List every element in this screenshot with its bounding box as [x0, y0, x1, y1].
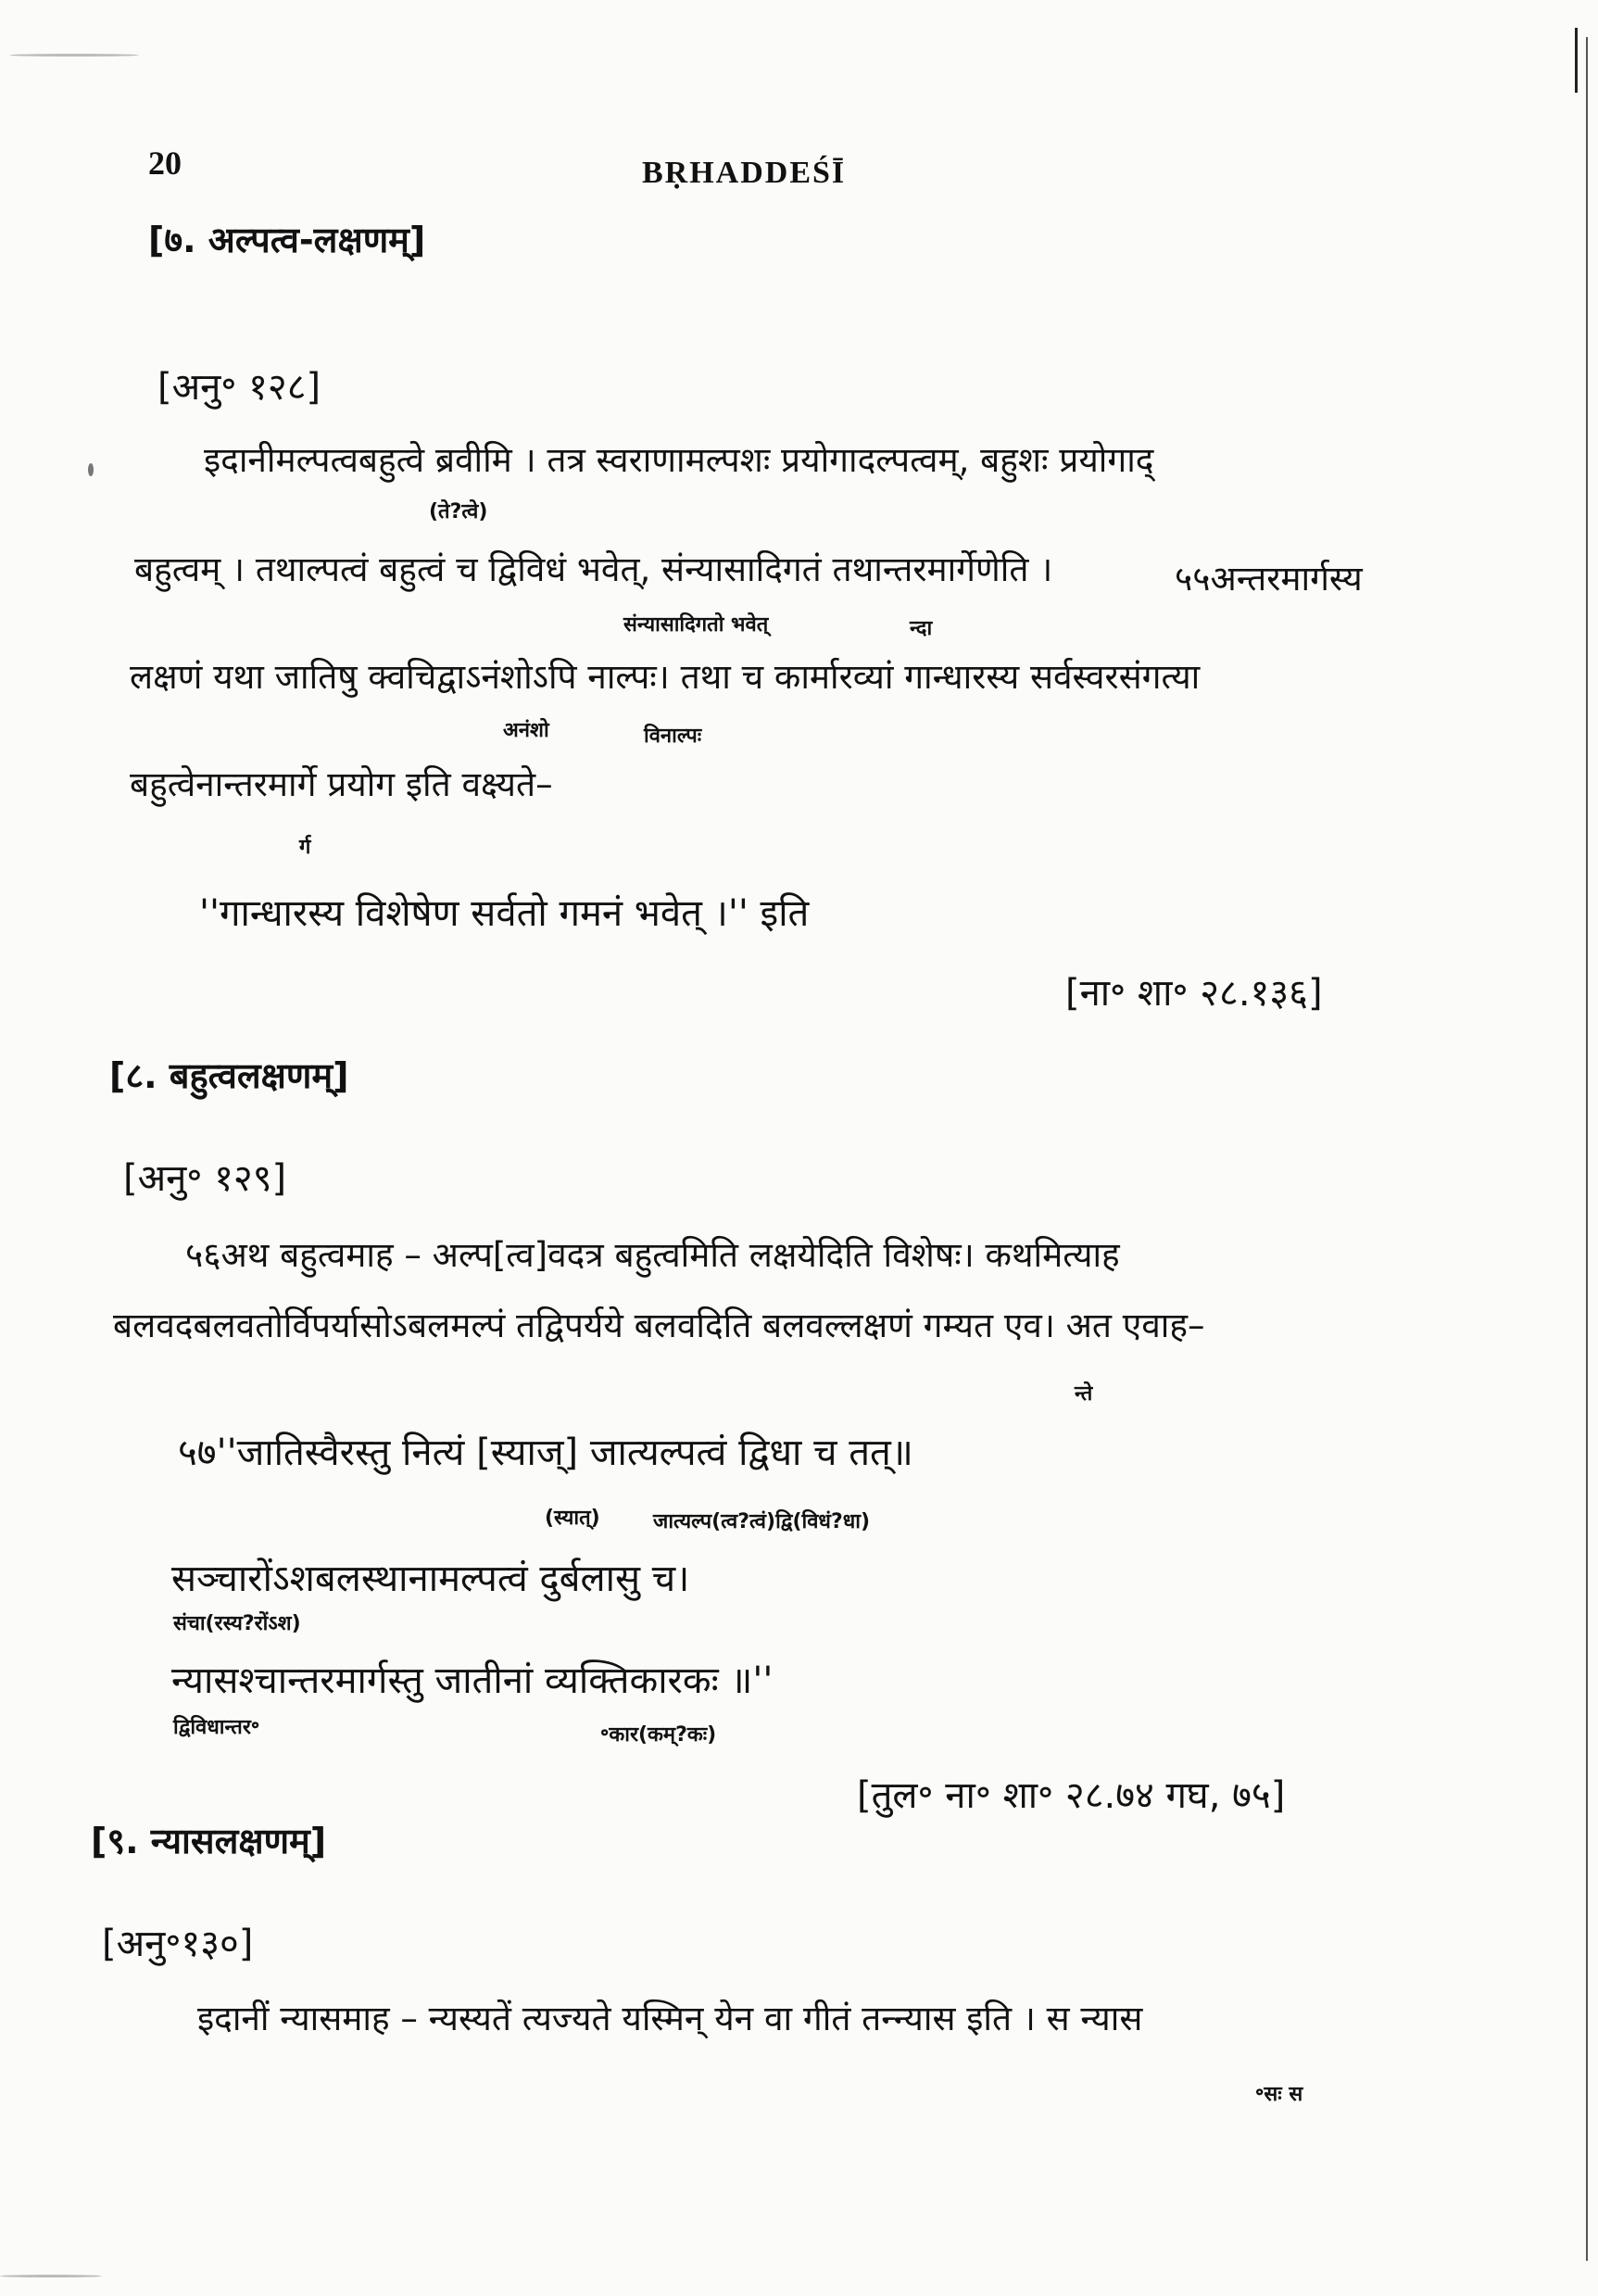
text-line: बलवदबलवतोर्विपर्यासोऽबलमल्पं तद्विपर्यये बलवदिति बलवल्लक्षणं गम्यत एव। अत एवाह–	[113, 1306, 1205, 1345]
footnote-gloss: न्दा	[910, 617, 933, 640]
scan-speck	[88, 463, 94, 476]
text-line: लक्षणं यथा जातिषु क्वचिद्वाऽनंशोऽपि नाल्पः। तथा च कार्मारव्यां गान्धारस्य सर्वस्वरसंगत्या	[130, 657, 1201, 697]
section-heading: [७. अल्पत्व-लक्षणम्]	[148, 220, 426, 260]
section-heading: [९. न्यासलक्षणम्]	[91, 1821, 327, 1861]
verse-quote: ''गान्धारस्य विशेषेण सर्वतो गमनं भवेत् ।'' इति	[199, 892, 810, 935]
text-line: बहुत्वम् । तथाल्पत्वं बहुत्वं च द्विविधं भवेत्, संन्यासादिगतं तथान्तरमार्गेणेति ।	[134, 549, 1053, 589]
footnote-gloss: अनंशो	[503, 719, 549, 742]
footnote-gloss: (स्यात्)	[545, 1507, 600, 1530]
source-reference: [तुल॰ ना॰ शा॰ २८.७४ गघ, ७५]	[857, 1774, 1286, 1817]
footnote-gloss: संचा(रस्य?रोंऽश)	[173, 1612, 301, 1635]
text-line: ५६अथ बहुत्वमाह – अल्प[त्व]वदत्र बहुत्वमिति लक्षयेदिति विशेषः। कथमित्याह	[185, 1235, 1120, 1275]
footnote-gloss: द्विविधान्तर॰	[173, 1716, 260, 1739]
source-reference: [ना॰ शा॰ २८.१३६]	[1065, 972, 1323, 1015]
page-number: 20	[148, 145, 182, 182]
section-heading: [८. बहुत्वलक्षणम्]	[109, 1055, 349, 1096]
verse-line: ५७''जातिस्वैरस्तु नित्यं [स्याज्] जात्यल्पत्वं द्विधा च तत्॥	[178, 1432, 913, 1474]
text-line: इदानीं न्यासमाह – न्यस्यतें त्यज्यते यस्मिन् येन वा गीतं तन्न्यास इति । स न्यास	[197, 1999, 1143, 2038]
verse-line: सञ्चारोंऽशबलस्थानामल्पत्वं दुर्बलासु च।	[171, 1558, 690, 1600]
anu-label: [अनु॰ १२८]	[157, 366, 321, 409]
footnote-gloss: ॰सः स	[1255, 2083, 1303, 2106]
footnote-gloss: र्ग	[299, 836, 311, 859]
footnote-gloss: ॰कार(कम्?कः)	[600, 1723, 717, 1747]
anu-label: [अनु॰१३०]	[102, 1923, 254, 1965]
scan-speck	[0, 2275, 102, 2277]
running-title: BṚHADDEŚĪ	[642, 156, 847, 190]
footnote-gloss: जात्यल्प(त्व?त्वं)द्वि(विधं?धा)	[653, 1510, 870, 1533]
text-line: बहुत्वेनान्तरमार्गे प्रयोग इति वक्ष्यते–	[130, 764, 553, 804]
footnote-gloss: विनाल्पः	[644, 725, 702, 748]
text-line: ५५अन्तरमार्गस्य	[1175, 559, 1363, 599]
scan-speck	[9, 54, 139, 57]
footnote-gloss: संन्यासादिगतो भवेत्	[623, 613, 769, 637]
footnote-gloss: न्ते	[1075, 1382, 1093, 1406]
footnote-gloss: (ते?त्वे)	[429, 500, 488, 524]
verse-line: न्यासश्चान्तरमार्गस्तु जातीनां व्यक्तिकारकः ॥''	[171, 1659, 774, 1702]
anu-label: [अनु॰ १२९]	[123, 1157, 287, 1200]
scan-edge-line	[1586, 37, 1588, 2261]
text-line: इदानीमल्पत्वबहुत्वे ब्रवीमि । तत्र स्वराणामल्पशः प्रयोगादल्पत्वम्, बहुशः प्रयोगाद्	[204, 440, 1154, 480]
scan-edge-line	[1575, 28, 1578, 93]
